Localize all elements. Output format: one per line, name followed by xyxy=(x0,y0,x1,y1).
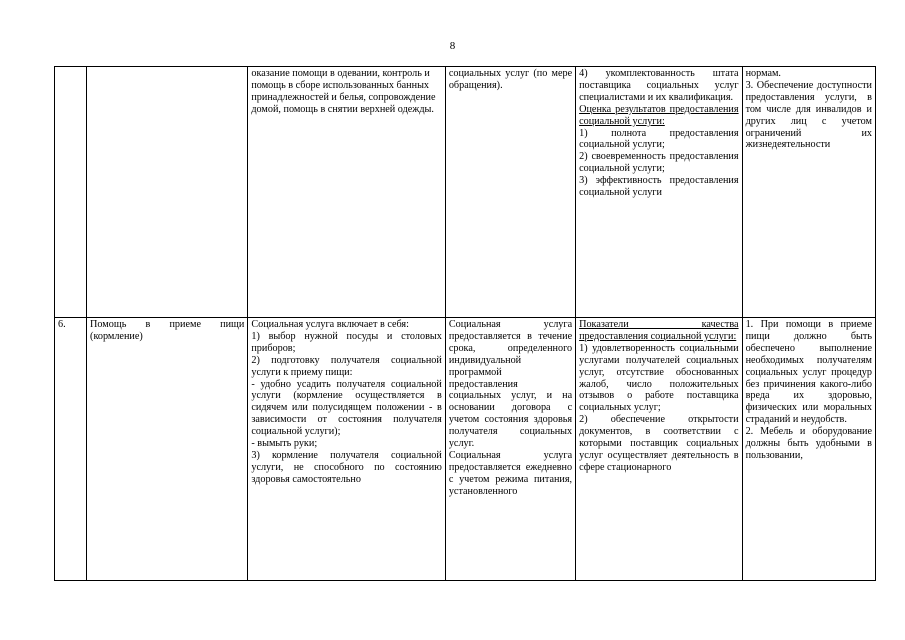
quality-indicators-cell xyxy=(576,318,742,581)
terms-paragraph: социальных услуг (по мере обращения). xyxy=(448,68,573,91)
service-name-cell: Помощь в приеме пищи (кормление) xyxy=(87,318,248,581)
indicator-paragraph: 1) полнота предоставления социальной услуги; xyxy=(579,127,739,151)
content-paragraph: - удобно усадить получателя социальной услуги (кормление осуществляется в сидячем или полусидящем положении - в зависимости от состояния получателя социальной услуги); xyxy=(251,378,442,438)
indicator-paragraph: 2) своевременность предоставления социальной услуги; xyxy=(579,151,739,175)
service-terms-cell xyxy=(445,318,575,581)
row-number-cell xyxy=(55,67,87,318)
service-content-cell xyxy=(248,318,445,581)
content-paragraph: - вымыть руки; xyxy=(251,438,318,450)
terms-paragraph: Социальная услуга предоставляется в течение срока, определенного индивидуальной программой предоставления социальных услуг, и на основании договора с учетом состояния здоровья получателя социальных услуг. xyxy=(448,319,573,450)
indicator-heading: Оценка результатов предоставления социальной услуги: xyxy=(579,103,739,127)
condition-paragraph: нормам. xyxy=(745,68,781,79)
content-paragraph: 2) подготовку получателя социальной услуги к приему пищи: xyxy=(251,354,442,378)
table-row xyxy=(55,318,876,581)
service-content-cell xyxy=(248,67,445,318)
services-table xyxy=(54,66,876,581)
conditions-cell xyxy=(742,67,875,318)
service-terms-cell xyxy=(445,67,575,318)
condition-paragraph: 2. Мебель и оборудование должны быть удобными в пользовании, xyxy=(745,426,872,461)
indicator-paragraph: 2) обеспечение открытости документов, в соответствии с которыми поставщик социальных услуг осуществляет деятельность в сфере стационарного xyxy=(579,414,739,473)
conditions-cell xyxy=(742,318,875,581)
content-paragraph: 3) кормление получателя социальной услуги, не способного по состоянию здоровья самостоятельно xyxy=(251,449,442,485)
indicator-paragraph: 1) удовлетворенность социальными услугами получателей социальных услуг, отсутствие обоснованных жалоб, число положительных отзывов о работе поставщика социальных услуг; xyxy=(579,342,739,414)
terms-paragraph: Социальная услуга предоставляется ежедневно с учетом режима питания, установленного xyxy=(448,449,573,497)
page-number: 8 xyxy=(449,40,456,52)
content-paragraph: 1) выбор нужной посуды и столовых приборов; xyxy=(251,330,442,354)
indicator-paragraph: 4) укомплектованность штата поставщика социальных услуг специалистами и их квалификация. xyxy=(579,68,739,103)
service-name-cell xyxy=(87,67,248,318)
condition-paragraph: 1. При помощи в приеме пищи должно быть обеспечено выполнение необходимых получателям социальных услуг процедур без причинения какого-либо вреда их здоровью, физических или моральных страданий и неудобств. xyxy=(745,319,872,426)
content-paragraph: Социальная услуга включает в себя: xyxy=(251,319,409,330)
condition-paragraph: 3. Обеспечение доступности предоставления услуги, в том числе для инвалидов и других лиц с учетом ограничений их жизнедеятельности xyxy=(745,79,872,151)
content-paragraph: оказание помощи в одевании, контроль и помощь в сборе использованных банных принадлежностей и белья, сопровождение домой, помощь в снятии верхней одежды. xyxy=(251,68,436,115)
indicator-heading: Показатели качества предоставления социальной услуги: xyxy=(579,319,739,342)
table-row xyxy=(55,67,876,318)
quality-indicators-cell xyxy=(576,67,742,318)
indicator-paragraph: 3) эффективность предоставления социальной услуги xyxy=(579,175,739,199)
row-number-cell: 6. xyxy=(55,318,87,581)
